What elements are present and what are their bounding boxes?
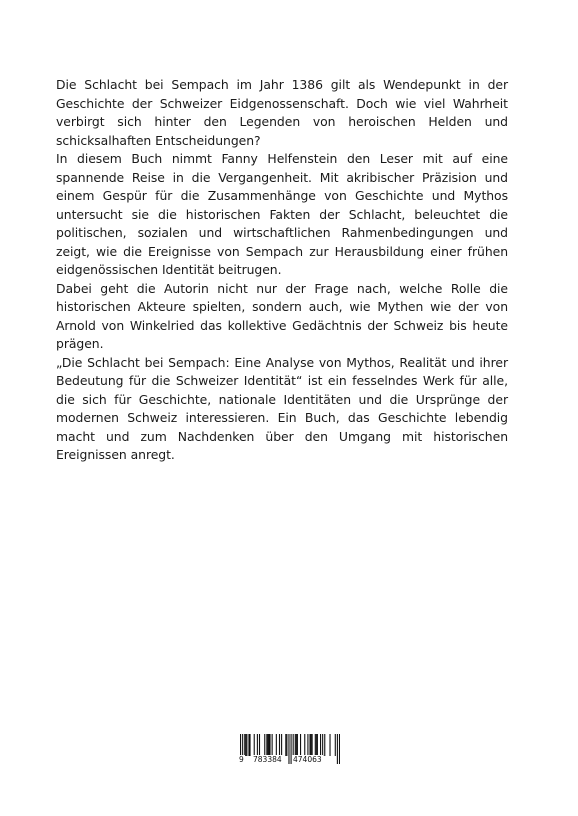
barcode-bar bbox=[249, 734, 250, 756]
isbn-digits bbox=[238, 755, 342, 767]
barcode-bar bbox=[311, 734, 312, 756]
barcode-bar bbox=[259, 734, 260, 756]
barcode-bar bbox=[285, 734, 286, 756]
barcode-bar bbox=[324, 734, 325, 756]
blurb-paragraph: Dabei geht die Autorin nicht nur der Frage nach, welche Rolle die historischen Akteure spielten, sondern auch, wie Mythen wie der von Arnold von Winkelried das kollektive Gedächtnis der Schweiz bis heute prägen. bbox=[56, 280, 508, 351]
barcode-bar bbox=[244, 734, 245, 756]
barcode-bar bbox=[248, 734, 249, 756]
blurb-text bbox=[56, 76, 508, 465]
barcode-bar bbox=[267, 734, 268, 756]
barcode-bar bbox=[266, 734, 267, 756]
isbn-right-group: 474063 bbox=[293, 755, 322, 764]
barcode-bar bbox=[276, 734, 277, 756]
barcode-bar bbox=[257, 734, 258, 756]
barcode-bar bbox=[245, 734, 246, 756]
barcode-bar bbox=[295, 734, 296, 756]
barcode-bar bbox=[309, 734, 310, 756]
barcode-bar bbox=[264, 734, 265, 756]
barcode-bar bbox=[316, 734, 317, 756]
barcode-bar bbox=[297, 734, 298, 756]
barcode-bar bbox=[296, 734, 297, 756]
barcode-bar bbox=[286, 734, 287, 756]
barcode-bar bbox=[293, 734, 294, 756]
barcode-bar bbox=[272, 734, 273, 756]
blurb-paragraph: „Die Schlacht bei Sempach: Eine Analyse von Mythos, Realität und ihrer Bedeutung für die Schweizer Identität“ ist ein fesselndes Werk für alle, die sich für Geschichte, nationale Identitäten und die Ursprünge der modernen Schweiz interessieren. Ein Buch, das Geschichte lebendig macht und zum Nachdenken über den Umgang mit historischen Ereignissen anregt. bbox=[56, 354, 508, 462]
isbn-left-group: 783384 bbox=[253, 755, 282, 764]
barcode-bar bbox=[320, 734, 321, 756]
barcode-bar bbox=[281, 734, 282, 756]
barcode-bar bbox=[329, 734, 330, 756]
barcode-bar bbox=[315, 734, 316, 756]
barcode-bar bbox=[312, 734, 313, 756]
barcode-bar bbox=[304, 734, 305, 756]
barcode-bar bbox=[322, 734, 323, 756]
barcode-bar bbox=[246, 734, 247, 756]
barcode-bar bbox=[269, 734, 270, 756]
barcode-bar bbox=[335, 734, 336, 756]
barcode-bar bbox=[268, 734, 269, 756]
blurb-paragraph: In diesem Buch nimmt Fanny Helfenstein den Leser mit auf eine spannende Reise in die Vergangenheit. Mit akribischer Präzision und einem Gespür für die Zusammenhänge von Geschichte und Mythos untersucht sie die historischen Fakten der Schlacht, beleuchtet die politischen, sozialen und wirtschaftlichen Rahmenbedingungen und zeigt, wie die Ereignisse von Sempach zur Herausbildung einer frühen eidgenössischen Identität beitrugen. bbox=[56, 151, 508, 277]
barcode-bar bbox=[254, 734, 255, 756]
barcode-bar bbox=[317, 734, 318, 756]
blurb-paragraph: Die Schlacht bei Sempach im Jahr 1386 gilt als Wendepunkt in der Geschichte der Schweizer Eidgenossenschaft. Doch wie viel Wahrheit verbirgt sich hinter den Legenden von heroischen Helden und schicksalhaften Entscheidungen? bbox=[56, 77, 508, 148]
barcode-bar bbox=[279, 734, 280, 756]
barcode-bar bbox=[307, 734, 308, 756]
barcode-bar bbox=[300, 734, 301, 756]
isbn-first-digit: 9 bbox=[239, 755, 244, 764]
